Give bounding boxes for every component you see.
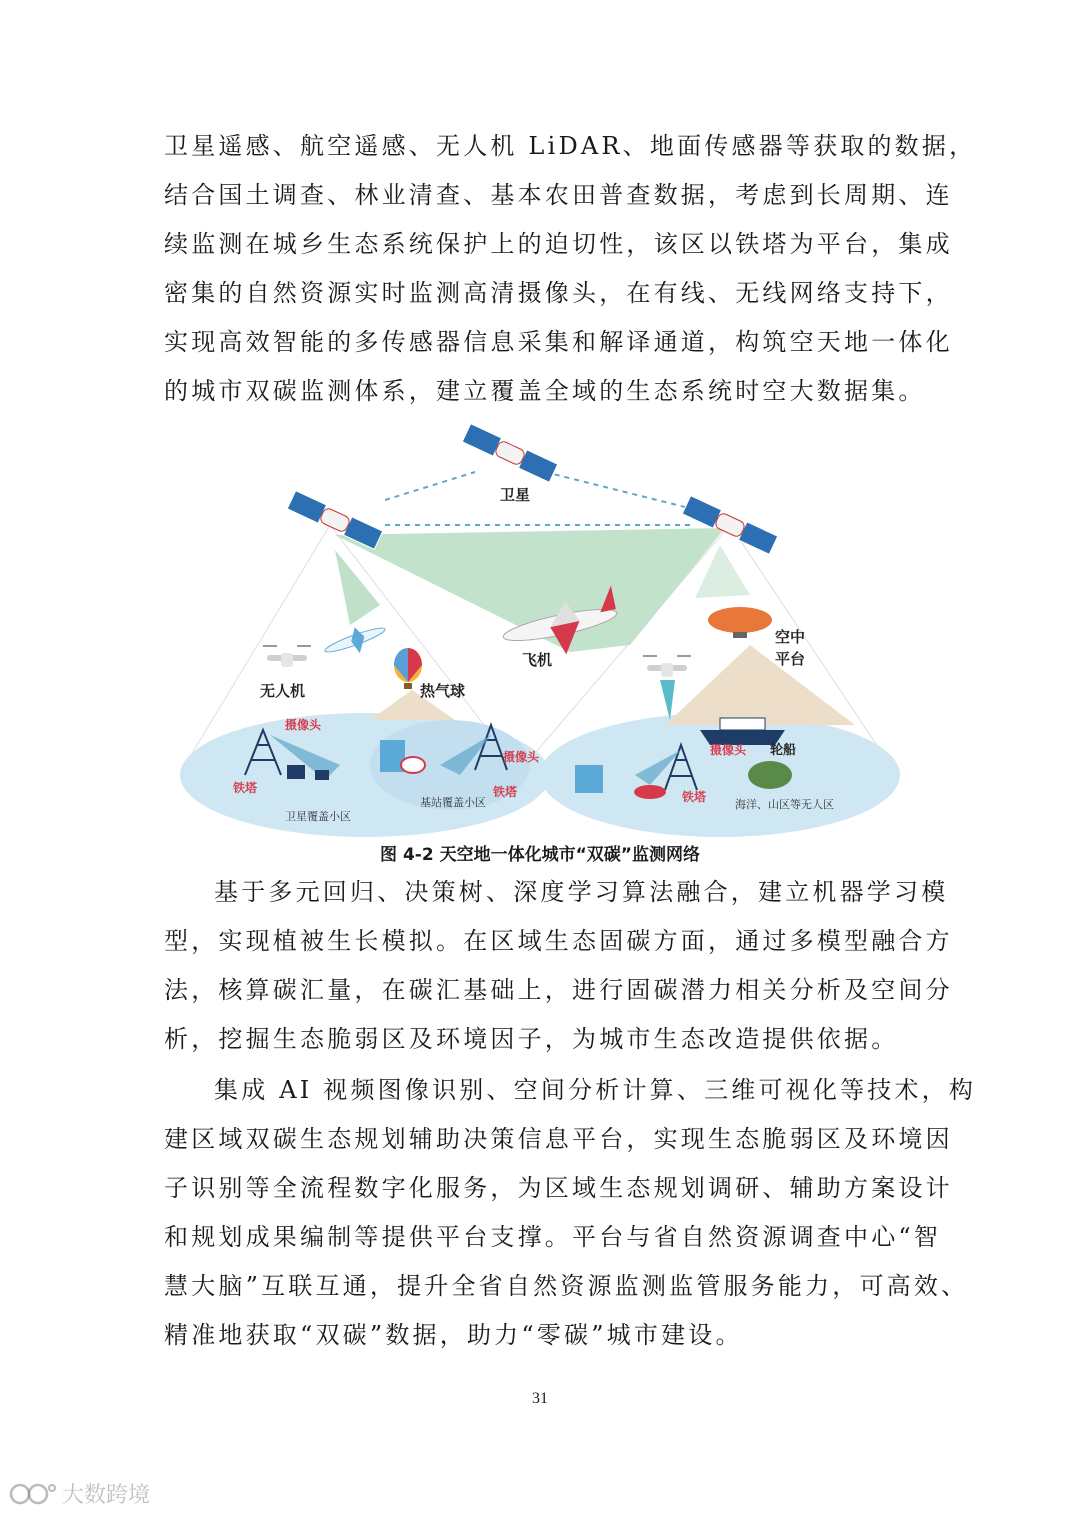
satellite-icon	[462, 424, 557, 483]
text-line: 结合国土调查、林业清查、基本农田普查数据，考虑到长周期、连	[164, 181, 953, 209]
aerial-platform-label-1: 空中	[775, 628, 806, 646]
satellite-label: 卫星	[500, 486, 531, 504]
aerial-platform-label-2: 平台	[775, 650, 806, 668]
satellite-link	[385, 472, 475, 500]
text-line: 卫星遥感、航空遥感、无人机 LiDAR、地面传感器等获取的数据，	[164, 132, 977, 160]
text-line: 续监测在城乡生态系统保护上的迫切性，该区以铁塔为平台，集成	[164, 230, 953, 258]
text-line: 型，实现植被生长模拟。在区域生态固碳方面，通过多模型融合方	[164, 927, 953, 955]
page-number: 31	[532, 1390, 548, 1407]
laptop-icon	[287, 765, 305, 779]
drone-beam	[660, 680, 675, 720]
camera-label-mid: 摄像头	[503, 750, 540, 764]
camera-label-right: 摄像头	[710, 743, 747, 757]
mountain-island-icon	[748, 761, 792, 789]
drone-label: 无人机	[260, 682, 306, 700]
tower-label-left: 铁塔	[233, 781, 258, 795]
hot-air-balloon-icon	[394, 648, 422, 689]
unmanned-area-label: 海洋、山区等无人区	[735, 798, 834, 811]
text-line: 基于多元回归、决策树、深度学习算法融合，建立机器学习模	[214, 878, 949, 906]
building-icon	[575, 765, 603, 793]
figure-caption: 图 4-2 天空地一体化城市“双碳”监测网络	[380, 845, 700, 865]
dish-icon	[401, 757, 425, 773]
watermark-text: 大数跨境	[62, 1483, 151, 1508]
text-line: 密集的自然资源实时监测高清摄像头，在有线、无线网络支持下，	[164, 279, 953, 307]
aerial-platform-beam	[665, 645, 855, 725]
watermark	[8, 1478, 150, 1509]
drone-icon	[643, 656, 691, 677]
text-line: 子识别等全流程数字化服务，为区域生态规划调研、辅助方案设计	[164, 1174, 953, 1202]
camera-label-left: 摄像头	[285, 718, 322, 732]
ship-label: 轮船	[770, 743, 797, 758]
text-line: 析，挖掘生态脆弱区及环境因子，为城市生态改造提供依据。	[164, 1025, 899, 1053]
text-line: 集成 AI 视频图像识别、空间分析计算、三维可视化等技术，构	[214, 1076, 977, 1104]
base-station-cell-label: 基站覆盖小区	[420, 796, 486, 809]
text-line: 精准地获取“双碳”数据，助力“零碳”城市建设。	[164, 1321, 743, 1349]
paragraph-3	[164, 1066, 977, 1360]
satellite-link	[545, 472, 705, 512]
text-line: 建区域双碳生态规划辅助决策信息平台，实现生态脆弱区及环境因	[164, 1125, 953, 1153]
car-icon	[634, 785, 666, 799]
paragraph-1	[164, 122, 977, 416]
airship-icon	[708, 607, 772, 638]
tower-label-mid: 铁塔	[493, 785, 518, 799]
satellite-icon	[287, 491, 382, 550]
satellite-cell-label: 卫星覆盖小区	[285, 810, 351, 823]
tower-label-right: 铁塔	[682, 790, 707, 804]
text-line: 实现高效智能的多传感器信息采集和解译通道，构筑空天地一体化	[164, 328, 953, 356]
text-line: 法，核算碳汇量，在碳汇基础上，进行固碳潜力相关分析及空间分	[164, 976, 953, 1004]
watermark-logo-icon	[8, 1480, 56, 1508]
text-line: 的城市双碳监测体系，建立覆盖全域的生态系统时空大数据集。	[164, 377, 926, 405]
paragraph-2	[164, 868, 953, 1064]
text-line: 和规划成果编制等提供平台支撑。平台与省自然资源调查中心“智	[164, 1223, 942, 1251]
monitoring-network-figure	[175, 420, 905, 840]
small-airplane-icon	[321, 618, 390, 664]
text-line: 慧大脑”互联互通，提升全省自然资源监测监管服务能力，可高效、	[164, 1272, 969, 1300]
drone-icon	[263, 646, 311, 667]
airplane-label: 飞机	[522, 651, 553, 669]
network-diagram	[175, 420, 905, 840]
phone-icon	[315, 770, 329, 780]
hot-air-balloon-label: 热气球	[420, 682, 466, 700]
